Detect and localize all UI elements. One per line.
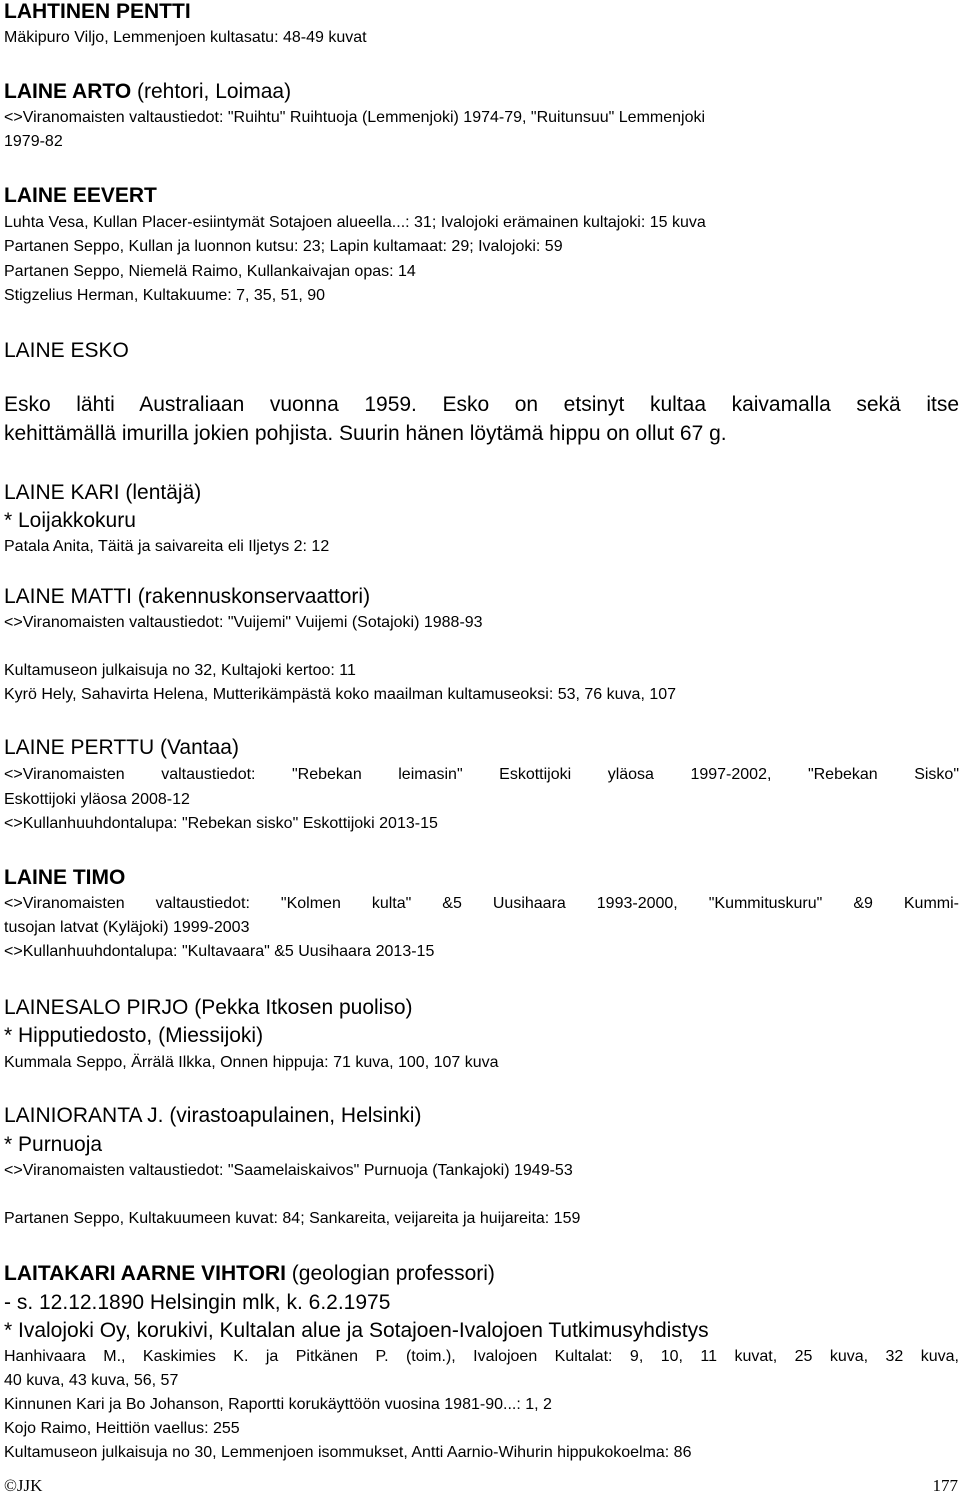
entry-line: kehittämällä imurilla jokien pohjista. Suurin hänen löytämä hippu on ollut 67 g. xyxy=(4,422,727,445)
entry-line: Partanen Seppo, Kultakuumeen kuvat: 84; Sankareita, veijareita ja huijareita: 159 xyxy=(4,1210,581,1227)
entry-star-line: * Ivalojoki Oy, korukivi, Kultalan alue ja Sotajoen-Ivalojoen Tutkimusyhdistys xyxy=(4,1319,709,1342)
entry-star-line: * Loijakkokuru xyxy=(4,509,136,532)
entry-heading: LAITAKARI AARNE VIHTORI (geologian professori) xyxy=(4,1262,495,1285)
entry-heading: LAINE PERTTU (Vantaa) xyxy=(4,736,239,759)
entry-heading: LAINE ESKO xyxy=(4,339,129,362)
entry-birth-line: - s. 12.12.1890 Helsingin mlk, k. 6.2.1975 xyxy=(4,1291,391,1314)
entry-line: Luhta Vesa, Kullan Placer-esiintymät Sotajoen alueella...: 31; Ivalojoki erämainen kultajoki: 15 kuva xyxy=(4,214,706,231)
entry-line: <>Viranomaisten valtaustiedot: "Rebekan leimasin" Eskottijoki yläosa 1997-2002, "Rebekan Sisko" xyxy=(4,766,959,783)
entry-heading: LAINIORANTA J. (virastoapulainen, Helsinki) xyxy=(4,1104,422,1127)
entry-line: Kojo Raimo, Heittiön vaellus: 255 xyxy=(4,1420,240,1437)
entry-line: <>Viranomaisten valtaustiedot: "Ruihtu" Ruihtuoja (Lemmenjoki) 1974-79, "Ruitunsuu" Lemmenjoki xyxy=(4,109,706,126)
entry-line: <>Viranomaisten valtaustiedot: "Kolmen kulta" &5 Uusihaara 1993-2000, "Kummituskuru" &9 Kummi- xyxy=(4,895,959,912)
entry-heading: LAINE KARI (lentäjä) xyxy=(4,481,202,504)
entry-line: <>Kullanhuuhdontalupa: "Rebekan sisko" Eskottijoki 2013-15 xyxy=(4,815,438,832)
footer-copyright: ©JJK xyxy=(4,1476,43,1495)
entry-line: Stigzelius Herman, Kultakuume: 7, 35, 51, 90 xyxy=(4,287,326,304)
entry-heading: LAINE EEVERT xyxy=(4,184,157,207)
entry-line: 40 kuva, 43 kuva, 56, 57 xyxy=(4,1372,179,1389)
entry-star-line: * Hipputiedosto, (Miessijoki) xyxy=(4,1024,264,1047)
entry-line: Kultamuseon julkaisuja no 30, Lemmenjoen isommukset, Antti Aarnio-Wihurin hippukokoelma: 86 xyxy=(4,1444,692,1461)
entry-heading: LAINE ARTO (rehtori, Loimaa) xyxy=(4,80,292,103)
entry-line: Kyrö Hely, Sahavirta Helena, Mutterikämpästä koko maailman kultamuseoksi: 53, 76 kuva, 107 xyxy=(4,686,677,703)
entry-line: Mäkipuro Viljo, Lemmenjoen kultasatu: 48-49 kuvat xyxy=(4,29,367,46)
entry-line: Eskottijoki yläosa 2008-12 xyxy=(4,791,190,808)
entry-line: Kummala Seppo, Ärrälä Ilkka, Onnen hippuja: 71 kuva, 100, 107 kuva xyxy=(4,1054,499,1071)
entry-heading: LAINE TIMO xyxy=(4,866,126,889)
entry-line: 1979-82 xyxy=(4,133,63,150)
entry-line: <>Viranomaisten valtaustiedot: "Vuijemi" Vuijemi (Sotajoki) 1988-93 xyxy=(4,614,483,631)
page-number: 177 xyxy=(932,1476,958,1495)
entry-line: tusojan latvat (Kyläjoki) 1999-2003 xyxy=(4,919,250,936)
entry-heading: LAINE MATTI (rakennuskonservaattori) xyxy=(4,585,371,608)
entry-line: <>Kullanhuuhdontalupa: "Kultavaara" &5 Uusihaara 2013-15 xyxy=(4,943,435,960)
entry-line: Hanhivaara M., Kaskimies K. ja Pitkänen P. (toim.), Ivalojoen Kultalat: 9, 10, 11 kuvat, 25 kuva, 32 kuva, xyxy=(4,1348,959,1365)
entry-line: Esko lähti Australiaan vuonna 1959. Esko on etsinyt kultaa kaivamalla sekä itse xyxy=(4,393,959,416)
entry-line: Patala Anita, Täitä ja saivareita eli Iljetys 2: 12 xyxy=(4,538,330,555)
entry-line: Partanen Seppo, Niemelä Raimo, Kullankaivajan opas: 14 xyxy=(4,263,416,280)
entry-line: Kinnunen Kari ja Bo Johanson, Raportti korukäyttöön vuosina 1981-90...: 1, 2 xyxy=(4,1396,552,1413)
entry-line: <>Viranomaisten valtaustiedot: "Saamelaiskaivos" Purnuoja (Tankajoki) 1949-53 xyxy=(4,1162,573,1179)
entry-star-line: * Purnuoja xyxy=(4,1133,103,1156)
entry-heading: LAHTINEN PENTTI xyxy=(4,0,191,23)
entry-heading: LAINESALO PIRJO (Pekka Itkosen puoliso) xyxy=(4,996,413,1019)
entry-line: Kultamuseon julkaisuja no 32, Kultajoki kertoo: 11 xyxy=(4,662,356,679)
entry-line: Partanen Seppo, Kullan ja luonnon kutsu: 23; Lapin kultamaat: 29; Ivalojoki: 59 xyxy=(4,238,563,255)
